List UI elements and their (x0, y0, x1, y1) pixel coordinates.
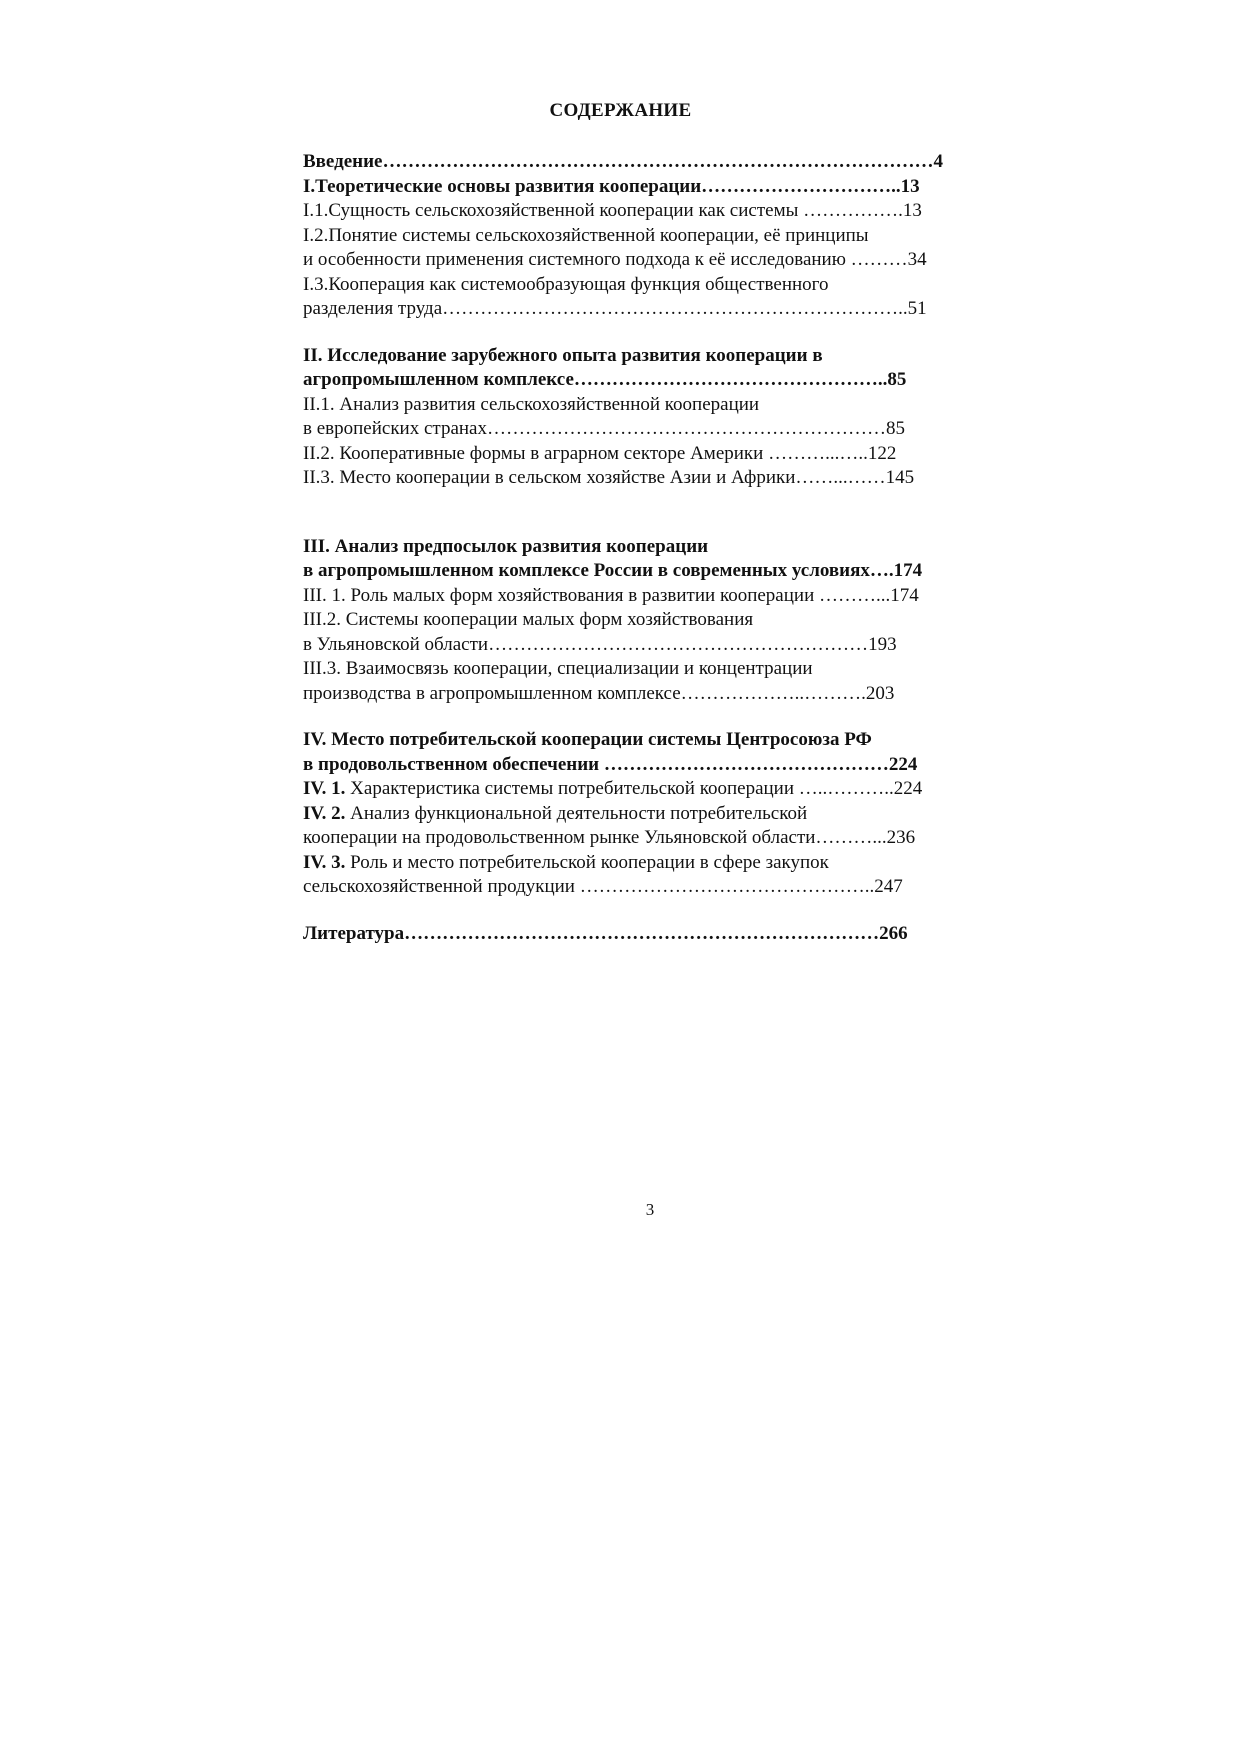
page-number: 3 (645, 1200, 655, 1219)
toc-entry (303, 777, 1003, 802)
table-of-contents (303, 150, 1003, 946)
toc-entry: I.2.Понятие системы сельскохозяйственной кооперации, её принципы (303, 224, 869, 246)
toc-entry: II.3. Место кооперации в сельском хозяйстве Азии и Африки……...……145 (303, 467, 915, 488)
toc-entry: разделения труда………………………………………………………………..51 (303, 298, 927, 319)
spacer (303, 900, 1003, 922)
toc-entry: III.2. Системы кооперации малых форм хозяйствования (303, 609, 754, 630)
toc-chapter-2-heading: II. Исследование зарубежного опыта развития кооперации в (303, 344, 823, 366)
toc-entry: и особенности применения системного подхода к её исследованию ………34 (303, 249, 927, 270)
toc-entry: II.1. Анализ развития сельскохозяйственной кооперации (303, 393, 760, 415)
toc-entry: II.2. Кооперативные формы в аграрном секторе Америки ………...…..122 (303, 442, 897, 464)
toc-chapter-2-heading: агропромышленном комплексе…………………………………………..85 (303, 369, 907, 390)
toc-entry-text: Роль и место потребительской кооперации в сфере закупок (345, 851, 829, 873)
toc-intro: Введение……………………………………………………………………………4 (303, 151, 943, 172)
toc-entry-number: IV. 2. (303, 802, 346, 824)
toc-entry-text: кооперации на продовольственном рынке Ульяновской области………...236 (303, 827, 916, 848)
toc-entry: в европейских странах………………………………………………………85 (303, 418, 905, 439)
toc-entry-text: сельскохозяйственной продукции ………………………………………..247 (303, 876, 903, 897)
toc-entry-text: Характеристика системы потребительской кооперации …..………..224 (345, 778, 923, 799)
toc-literature: Литература…………………………………………………………………266 (303, 922, 908, 944)
toc-entry-number: IV. 3. (303, 851, 346, 873)
toc-entry-number: IV. 1. (303, 778, 346, 799)
toc-entry: III. 1. Роль малых форм хозяйствования в развитии кооперации ………...174 (303, 584, 919, 606)
page-title: СОДЕРЖАНИЕ (549, 100, 692, 121)
toc-entry (303, 875, 1003, 900)
spacer (303, 706, 1003, 728)
spacer (303, 322, 1003, 344)
toc-chapter-1-heading: I.Теоретические основы развития кооперации…………………………..13 (303, 175, 920, 197)
toc-entry: III.3. Взаимосвязь кооперации, специализации и концентрации (303, 658, 813, 679)
toc-chapter-3-heading: III. Анализ предпосылок развития кооперации (303, 535, 709, 557)
toc-entry: в Ульяновской области……………………………………………………193 (303, 633, 897, 655)
toc-entry: производства в агропромышленном комплексе………………..……….203 (303, 682, 895, 704)
spacer (303, 491, 1003, 535)
toc-entry (303, 802, 1003, 827)
toc-entry-text: Анализ функциональной деятельности потребительской (345, 802, 808, 824)
toc-entry (303, 851, 1003, 876)
toc-chapter-3-heading: в агропромышленном комплексе России в современных условиях….174 (303, 560, 923, 581)
toc-chapter-4-heading: в продовольственном обеспечении ………………………………………224 (303, 753, 918, 775)
toc-chapter-4-heading: IV. Место потребительской кооперации системы Центросоюза РФ (303, 729, 872, 750)
toc-entry (303, 826, 1003, 851)
toc-entry: I.3.Кооперация как системообразующая функция общественного (303, 273, 829, 295)
toc-entry: I.1.Сущность сельскохозяйственной кооперации как системы …………….13 (303, 200, 922, 221)
